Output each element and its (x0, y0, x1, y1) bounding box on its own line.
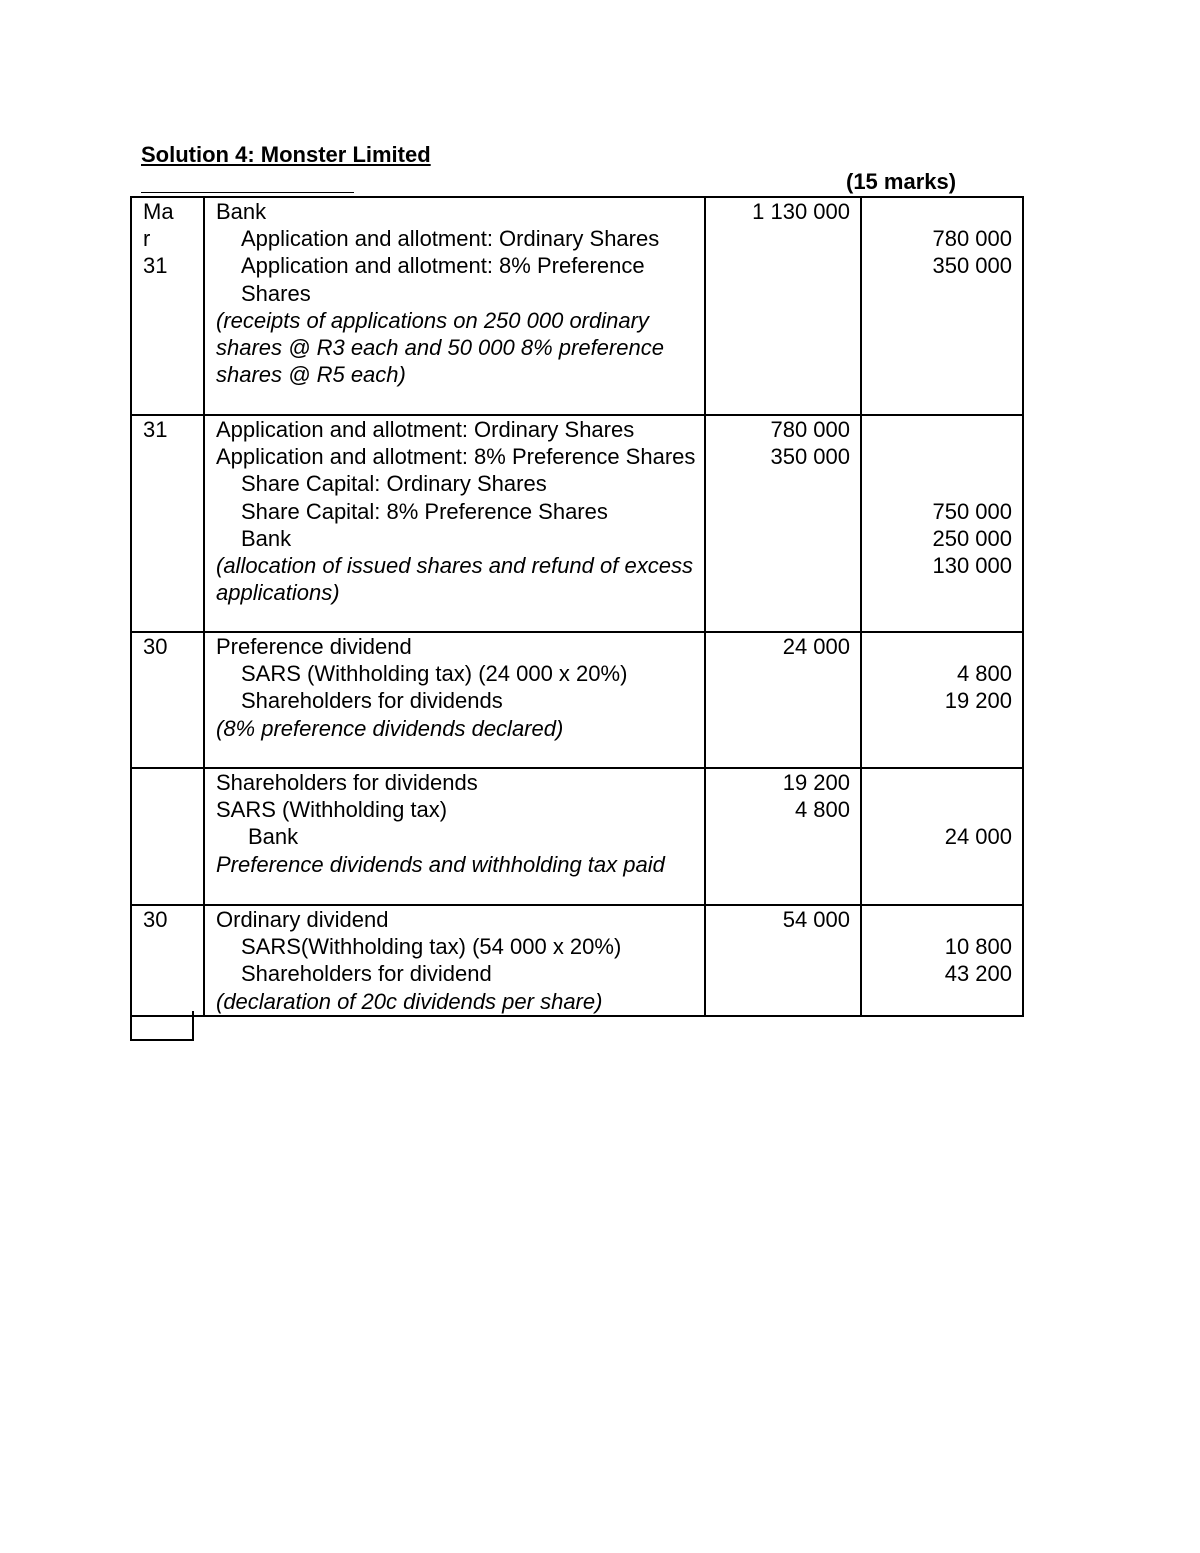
debit-amount: 780 000 (770, 417, 850, 442)
entry-account-line: Shareholders for dividends (241, 688, 503, 714)
credit-amount: 43 200 (944, 961, 1012, 987)
entry-credit-cell (861, 415, 1023, 632)
journal-entry-row (131, 768, 1023, 905)
entry-account-line: Application and allotment: 8% Preference Shares (216, 444, 696, 470)
entry-debit-cell (705, 632, 861, 768)
entry-account-line: Share Capital: Ordinary Shares (241, 471, 547, 497)
entry-account-line: Shareholders for dividends (216, 770, 478, 795)
entry-date-line: 30 (143, 907, 168, 932)
entry-account-line: Bank (216, 199, 267, 224)
entry-debit-cell (705, 415, 861, 632)
credit-amount (862, 198, 1012, 225)
entry-credit-cell (861, 632, 1023, 768)
entry-narration: Preference dividends and withholding tax paid (216, 851, 665, 877)
credit-amount: 750 000 (932, 498, 1012, 524)
entry-date-line: 31 (143, 417, 168, 442)
entry-account-line: Shareholders for dividend (241, 961, 492, 987)
entry-account-line: Ordinary dividend (216, 907, 389, 932)
entry-date-line: 31 (143, 253, 168, 279)
entry-credit-cell (861, 768, 1023, 905)
entry-account-line: SARS (Withholding tax) (24 000 x 20%) (241, 661, 628, 687)
entry-date-cell (131, 197, 204, 415)
entry-account-line: SARS(Withholding tax) (54 000 x 20%) (241, 934, 622, 960)
entry-date-cell (131, 768, 204, 905)
credit-amount: 130 000 (932, 552, 1012, 578)
entry-description-cell (204, 905, 705, 1016)
credit-amount (862, 470, 1012, 497)
credit-amount (862, 796, 1012, 823)
credit-amount: 24 000 (944, 824, 1012, 850)
entry-account-line: Bank (241, 525, 292, 551)
entry-date-cell (131, 905, 204, 1016)
entry-date-cell (131, 415, 204, 632)
entry-description-cell (204, 632, 705, 768)
entry-description-cell (204, 197, 705, 415)
entry-account-line: Share Capital: 8% Preference Shares (241, 498, 608, 524)
entry-account-line: Application and allotment: 8% Preference Shares (241, 253, 645, 306)
entry-account-line: Bank (248, 824, 299, 850)
journal-entry-row (131, 632, 1023, 768)
title-underline-rule (141, 192, 354, 193)
empty-trailing-cell (130, 1011, 194, 1041)
debit-amount: 24 000 (782, 634, 850, 659)
credit-amount: 780 000 (932, 226, 1012, 252)
credit-amount (862, 633, 1012, 660)
entry-description-cell (204, 768, 705, 905)
credit-amount: 350 000 (932, 253, 1012, 279)
marks-label: (15 marks) (846, 169, 957, 194)
entry-credit-cell (861, 905, 1023, 1016)
entry-date-line (143, 769, 203, 796)
credit-amount (862, 906, 1012, 933)
debit-amount: 54 000 (782, 907, 850, 932)
entry-debit-cell (705, 197, 861, 415)
entry-date-line: r (143, 226, 151, 252)
entry-debit-cell (705, 905, 861, 1016)
entry-account-line: Application and allotment: Ordinary Shares (241, 226, 660, 252)
journal-entry-row (131, 905, 1023, 1016)
credit-amount (862, 769, 1012, 796)
debit-amount: 19 200 (782, 770, 850, 795)
credit-amount (862, 443, 1012, 470)
credit-amount: 19 200 (944, 688, 1012, 714)
credit-amount: 10 800 (944, 934, 1012, 960)
entry-narration: (8% preference dividends declared) (216, 715, 564, 741)
entry-narration: (declaration of 20c dividends per share) (216, 988, 603, 1014)
debit-amount: 4 800 (794, 797, 850, 823)
credit-amount: 250 000 (932, 525, 1012, 551)
page-title: Solution 4: Monster Limited (141, 142, 431, 167)
debit-amount: 350 000 (770, 444, 850, 470)
credit-amount (862, 416, 1012, 443)
journal-body (131, 197, 1023, 1016)
journal-entry-row (131, 197, 1023, 415)
entry-narration: (allocation of issued shares and refund of excess applications) (216, 553, 693, 606)
journal-table (130, 196, 1024, 1017)
entry-account-line: SARS (Withholding tax) (216, 797, 448, 823)
entry-account-line: Preference dividend (216, 634, 412, 659)
entry-date-line: 30 (143, 634, 168, 659)
entry-debit-cell (705, 768, 861, 905)
credit-amount: 4 800 (956, 661, 1012, 687)
entry-date-cell (131, 632, 204, 768)
entry-description-cell (204, 415, 705, 632)
journal-entry-row (131, 415, 1023, 632)
entry-credit-cell (861, 197, 1023, 415)
debit-amount: 1 130 000 (752, 199, 850, 224)
entry-date-line: Ma (143, 199, 174, 224)
entry-account-line: Application and allotment: Ordinary Shares (216, 417, 635, 442)
entry-narration: (receipts of applications on 250 000 ordinary shares @ R3 each and 50 000 8% preference shares @ R5 each) (216, 307, 664, 388)
